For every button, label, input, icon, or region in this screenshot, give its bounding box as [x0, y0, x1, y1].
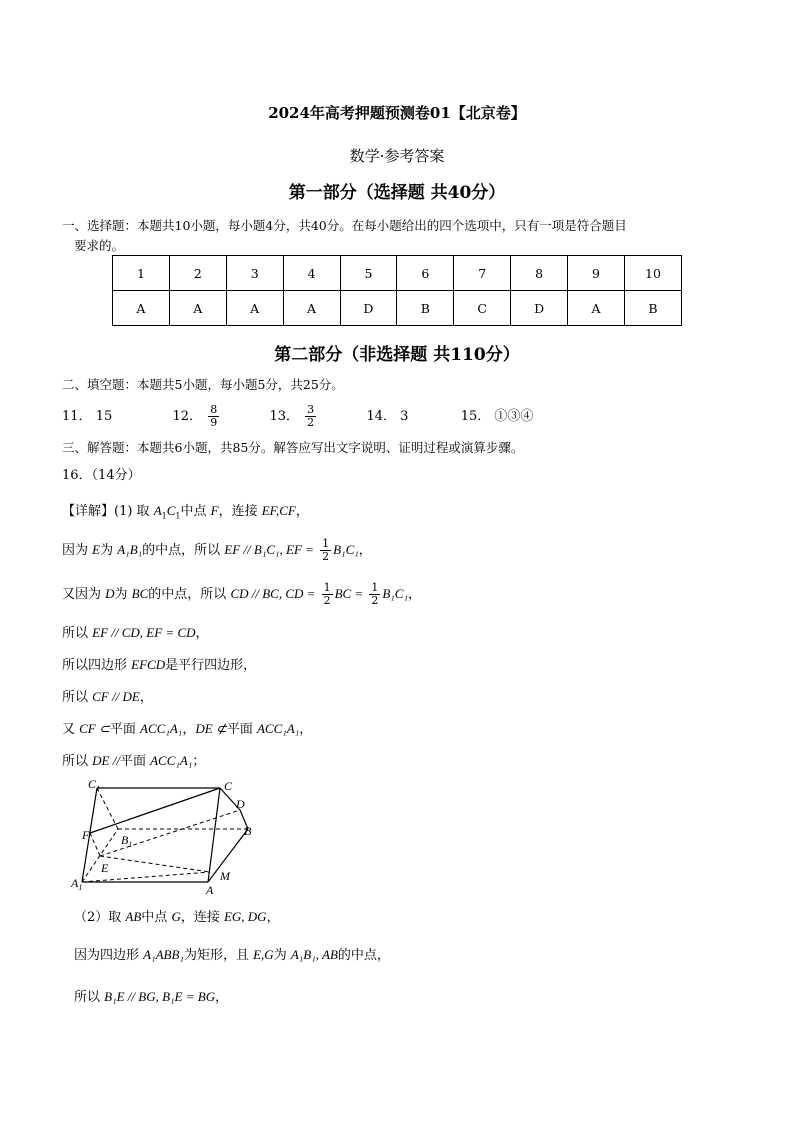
math: F [210, 503, 219, 518]
math: ACC₁A₁ [150, 753, 193, 768]
choice-instructions-line2: 要求的。 [74, 238, 125, 253]
text: ， [299, 722, 313, 737]
text: 所以 [62, 754, 93, 769]
math: E [92, 542, 101, 557]
question-number-cell: 6 [397, 256, 454, 291]
question-number-cell: 8 [511, 256, 568, 291]
answer-cell: A [283, 291, 340, 326]
q13-label: 13． [269, 409, 300, 424]
choice-instructions-line1: 一、选择题：本题共10小题，每小题4分，共40分。在每小题给出的四个选项中，只有一项是符合题目 [62, 218, 627, 233]
question-number-cell: 2 [169, 256, 226, 291]
text: 【详解】(1) 取 [62, 504, 154, 519]
text: 平面 [119, 754, 151, 769]
subscript: 1 [175, 511, 181, 521]
math: ACC₁A₁ [256, 721, 300, 736]
q12-numerator: 8 [210, 403, 218, 416]
text: 为 [114, 587, 132, 602]
denominator: 2 [322, 550, 330, 563]
fill-instructions: 二、填空题：本题共5小题，每小题5分，共25分。 [62, 377, 344, 392]
answer-table-row-numbers [113, 256, 682, 291]
text: 因为四边形 [74, 948, 144, 963]
question-number-cell: 3 [226, 256, 283, 291]
q16-label: 16．（14分） [62, 468, 141, 483]
subscript: 1 [161, 511, 167, 521]
part2-heading: 第二部分（非选择题 共110分） [274, 345, 520, 365]
math: B₁C₁ [382, 586, 408, 601]
text: ，连接 [180, 910, 224, 925]
math: ACC₁A₁ [140, 721, 183, 736]
text: 为 [100, 543, 118, 558]
answer-cell: D [340, 291, 397, 326]
answer-cell: A [113, 291, 170, 326]
fraction-half [322, 582, 333, 607]
math: DE ⊄ [195, 721, 227, 736]
math: EF // B₁C₁, EF = [224, 542, 314, 557]
math: EG, DG [223, 909, 267, 924]
solution-line-5 [62, 654, 256, 673]
text: ， [266, 910, 280, 925]
math: EFCD [131, 657, 166, 672]
text: 是平行四边形， [165, 658, 257, 673]
text: 所以四边形 [62, 658, 132, 673]
text: 为 [273, 948, 291, 963]
document-subtitle: 数学·参考答案 [349, 147, 445, 165]
q12-fraction [208, 404, 219, 429]
math: A₁B₁ [117, 542, 143, 557]
math: A₁ABB₁ [143, 947, 184, 962]
math: AB [125, 909, 142, 924]
math: CF ⊂ [79, 721, 110, 736]
text: ， [139, 690, 153, 705]
document-title: 2024年高考押题预测卷01【北京卷】 [268, 104, 526, 122]
text: ； [192, 754, 206, 769]
answer-cell: A [568, 291, 625, 326]
q11-label: 11． [62, 409, 92, 424]
text: 又 [62, 722, 80, 737]
q13-denominator: 2 [307, 416, 315, 429]
text: 中点 [141, 910, 172, 925]
math: B₁C₁ [333, 542, 359, 557]
label-M: M [220, 869, 230, 883]
answer-cell: A [226, 291, 283, 326]
text: ， [408, 587, 422, 602]
numerator: 1 [322, 537, 330, 550]
q15-answer: ①③④ [494, 409, 534, 424]
label-A1: $A_1$ [71, 876, 83, 892]
text: 为矩形，且 [183, 948, 254, 963]
q13-numerator: 3 [307, 403, 315, 416]
label-B: B [244, 824, 252, 838]
text: 所以 [74, 990, 105, 1005]
fraction-half [320, 538, 331, 563]
text: ， [215, 990, 229, 1005]
text: ， [195, 626, 209, 641]
answer-cell: B [397, 291, 454, 326]
answer-table [112, 255, 682, 326]
hidden-segment-E-M [100, 856, 210, 872]
label-D: D [236, 797, 245, 811]
q14-label: 14． [366, 409, 396, 424]
math: B₁E // BG, B₁E = BG [104, 989, 216, 1004]
answer-table-row-answers [113, 291, 682, 326]
q13-fraction [305, 404, 316, 429]
math: A [153, 503, 162, 518]
solution-line-11 [74, 986, 228, 1005]
solution-line-6 [62, 686, 153, 705]
text: 平面 [226, 722, 257, 737]
text: ，连接 [218, 504, 262, 519]
segment-F-C [90, 788, 220, 833]
label-C: C [224, 779, 233, 793]
question-number-cell: 1 [113, 256, 170, 291]
text: ， [358, 543, 372, 558]
fraction-half [369, 582, 380, 607]
math: G [171, 909, 181, 924]
math: BC = [334, 586, 364, 601]
answer-cell: D [511, 291, 568, 326]
answer-cell: C [454, 291, 511, 326]
numerator: 1 [323, 581, 331, 594]
question-number-cell: 5 [340, 256, 397, 291]
solution-line-10 [74, 944, 390, 963]
part1-heading: 第一部分（选择题 共40分） [288, 183, 506, 203]
math: CD // BC, CD = [230, 586, 316, 601]
text: 的中点，所以 [148, 587, 231, 602]
q12-label: 12． [172, 409, 203, 424]
fill-answers [62, 404, 533, 429]
text: ， [295, 504, 309, 519]
q14-answer: 3 [400, 409, 409, 424]
solution-line-2 [62, 538, 372, 563]
text: （2）取 [74, 910, 126, 925]
hidden-segment-F-E [90, 833, 100, 856]
text: ， [182, 722, 196, 737]
text: 因为 [62, 543, 93, 558]
math: EF,CF [261, 503, 296, 518]
solution-line-8 [62, 750, 205, 769]
label-C1: $C_1$ [88, 777, 101, 793]
q11-answer: 15 [95, 409, 113, 424]
solution-line-4 [62, 622, 209, 641]
math: EF // CD, EF = CD [92, 625, 196, 640]
text: 又因为 [62, 587, 106, 602]
question-number-cell: 4 [283, 256, 340, 291]
text: 平面 [109, 722, 141, 737]
solve-instructions: 三、解答题：本题共6小题，共85分。解答应写出文字说明、证明过程或演算步骤。 [62, 440, 524, 455]
text: 所以 [62, 626, 93, 641]
solution-line-7 [62, 718, 312, 737]
numerator: 1 [371, 581, 379, 594]
text: 的中点，所以 [142, 543, 225, 558]
prism-figure [60, 772, 270, 897]
text: 中点 [180, 504, 211, 519]
answer-cell: B [624, 291, 681, 326]
q12-denominator: 9 [210, 416, 218, 429]
math: CF // DE [92, 689, 140, 704]
label-E: E [101, 861, 109, 875]
question-number-cell: 9 [568, 256, 625, 291]
text: 的中点， [337, 948, 390, 963]
question-number-cell: 7 [454, 256, 511, 291]
denominator: 2 [371, 594, 379, 607]
q15-label: 15． [460, 409, 491, 424]
math: A₁B₁, AB [290, 947, 338, 962]
solution-line-3 [62, 582, 421, 607]
denominator: 2 [323, 594, 331, 607]
answer-cell: A [169, 291, 226, 326]
question-number-cell: 10 [624, 256, 681, 291]
label-A: A [206, 883, 214, 897]
label-F: F [82, 828, 90, 842]
hidden-edge-C1-B1 [97, 788, 118, 829]
label-B1: $B_1$ [121, 833, 133, 849]
math: E,G [253, 947, 274, 962]
math: DE // [92, 753, 120, 768]
math: BC [131, 586, 149, 601]
solution-line-9 [74, 906, 280, 925]
solution-line-1 [62, 500, 309, 521]
math: D [105, 586, 115, 601]
text: 所以 [62, 690, 93, 705]
math: C [166, 503, 176, 518]
